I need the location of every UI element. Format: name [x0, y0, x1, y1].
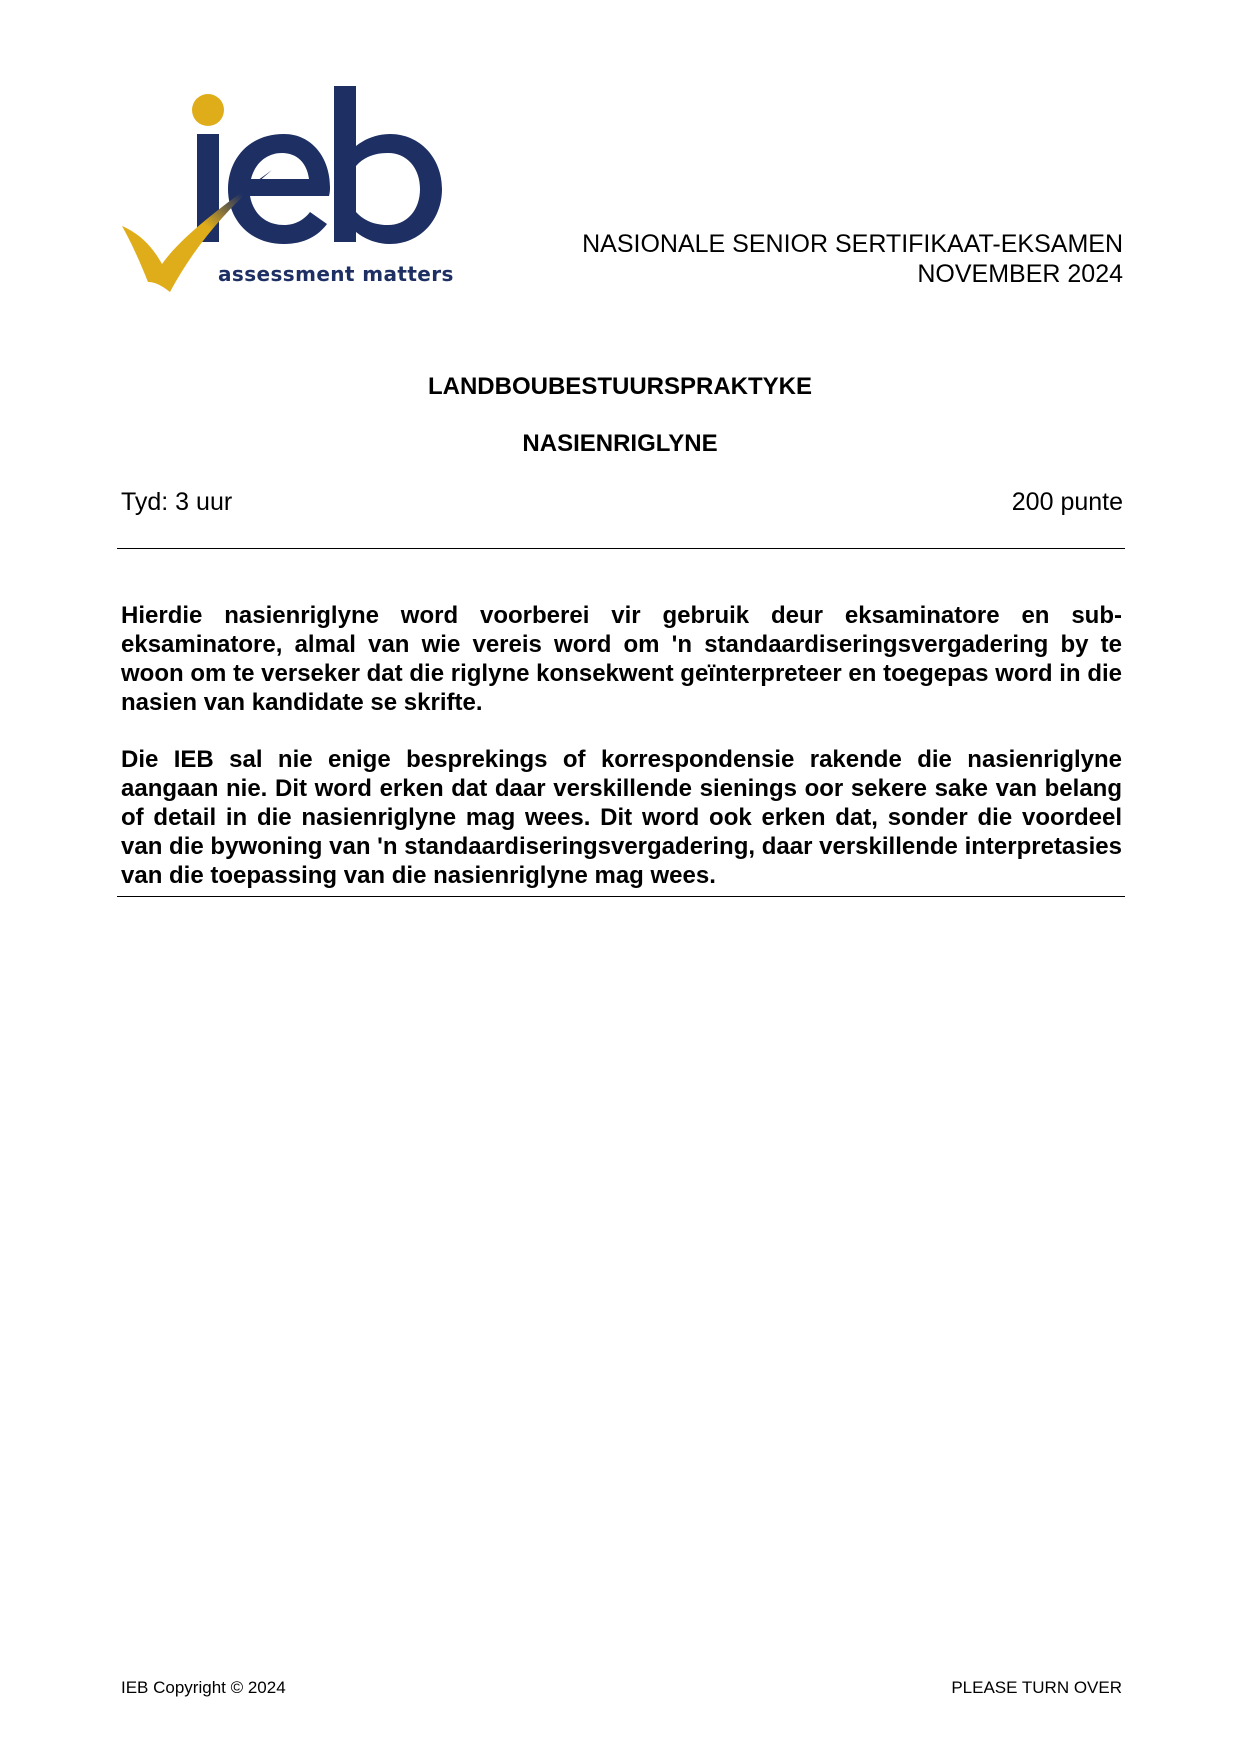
disclaimer-paragraph: Die IEB sal nie enige besprekings of korrespondensie rakende die nasienriglyne aangaan nie. Dit word erken dat daar verskillende sienings oor sekere sake van belang of detail in die nasienriglyne mag wees. Dit word ook erken dat, sonder die voordeel van die bywoning van 'n standaardiseringsvergadering, daar verskillende interpretasies van die toepassing van die nasienriglyne mag wees. [121, 746, 1122, 889]
exam-line: NASIONALE SENIOR SERTIFIKAAT-EKSAMEN [582, 230, 1123, 258]
footer-turn-over: PLEASE TURN OVER [951, 1678, 1122, 1697]
exam-header [582, 229, 1123, 289]
exam-date: NOVEMBER 2024 [917, 260, 1123, 288]
bottom-divider [117, 896, 1125, 897]
subject-title: LANDBOUBESTUURSPRAKTYKE [427, 373, 812, 400]
intro-paragraph: Hierdie nasienriglyne word voorberei vir gebruik deur eksaminatore en sub-eksaminatore, almal van wie vereis word om 'n standaardiseringsvergadering by te woon om te verseker dat die riglyne konsekwent geïnterpreteer en toegepas word in die nasien van kandidate se skrifte. [121, 602, 1122, 716]
exam-time: Tyd: 3 uur [121, 488, 233, 516]
footer-copyright: IEB Copyright © 2024 [121, 1678, 286, 1697]
exam-meta-row [121, 488, 1123, 517]
logo-tagline: assessment matters [218, 262, 454, 286]
exam-marks: 200 punte [1011, 488, 1123, 516]
document-type-title: NASIENRIGLYNE [522, 430, 718, 457]
top-divider [117, 548, 1125, 549]
